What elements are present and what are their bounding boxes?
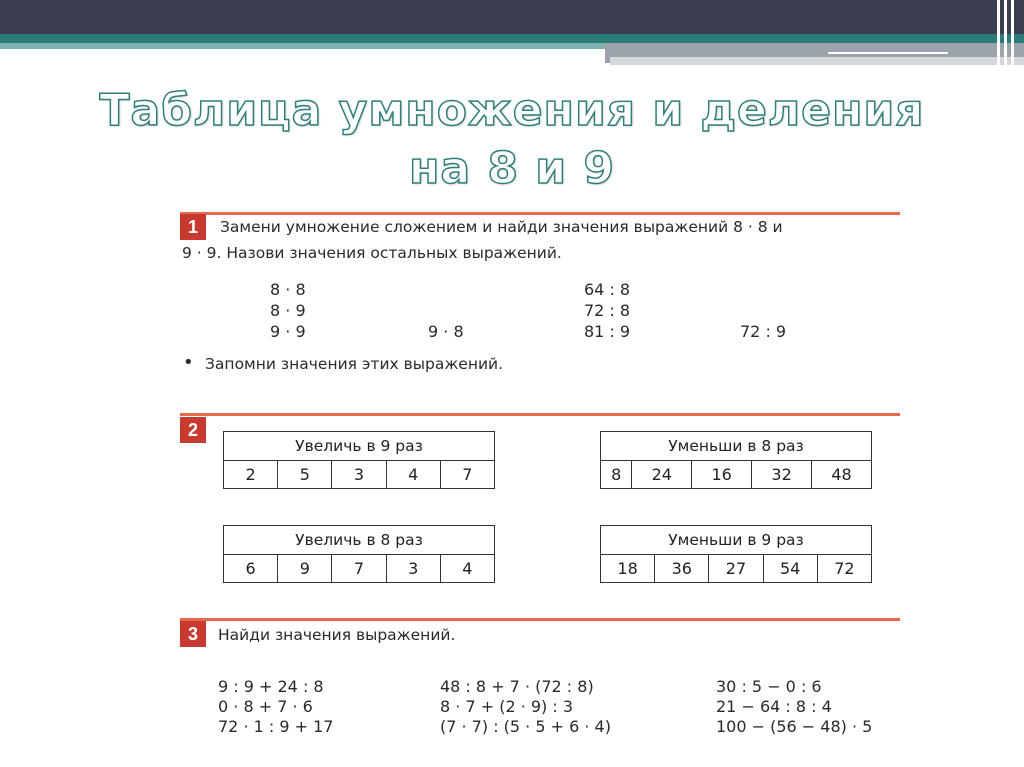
header-teal-light-band — [0, 43, 610, 49]
header-dark-band — [0, 0, 1024, 34]
table-header: Уменьши в 9 раз — [601, 526, 872, 555]
task-3-expr: 8 · 7 + (2 · 9) : 3 — [440, 697, 574, 716]
task-3-text: Найди значения выражений. — [218, 626, 456, 644]
increase-by-9-table — [223, 431, 495, 489]
header-vertical-line — [997, 0, 1000, 70]
title-line-2: на 8 и 9 — [408, 143, 616, 194]
task-1-rule — [180, 212, 900, 215]
table-cell: 36 — [655, 555, 709, 583]
table-cell: 5 — [278, 461, 332, 489]
task-1-expr: 64 : 8 — [584, 280, 631, 299]
task-3-expr: (7 · 7) : (5 · 5 + 6 · 4) — [440, 717, 611, 736]
task-3-expr: 100 − (56 − 48) · 5 — [716, 717, 873, 736]
decrease-by-9-table — [600, 525, 872, 583]
task-1-expr: 8 · 9 — [270, 301, 306, 320]
increase-by-8-table — [223, 525, 495, 583]
table-cell: 48 — [812, 461, 872, 489]
table-cell: 3 — [332, 461, 386, 489]
table-header: Увеличь в 8 раз — [224, 526, 495, 555]
table-cell: 4 — [386, 461, 440, 489]
slide-title — [0, 82, 1024, 198]
table-header: Увеличь в 9 раз — [224, 432, 495, 461]
task-1-expr: 9 · 9 — [270, 322, 306, 341]
header-teal-band — [0, 34, 1024, 43]
task-1-expr: 72 : 8 — [584, 301, 631, 320]
table-cell: 7 — [440, 461, 494, 489]
table-cell: 54 — [763, 555, 817, 583]
task-3-expr: 48 : 8 + 7 · (72 : 8) — [440, 677, 594, 696]
task-3-expr: 72 · 1 : 9 + 17 — [218, 717, 334, 736]
header-vertical-line — [1004, 0, 1007, 70]
table-cell: 16 — [692, 461, 752, 489]
task-1-expr: 72 : 9 — [740, 322, 787, 341]
task-3-expr: 0 · 8 + 7 · 6 — [218, 697, 313, 716]
table-cell: 27 — [709, 555, 763, 583]
table-cell: 72 — [817, 555, 871, 583]
task-3-rule — [180, 618, 900, 621]
header-white-line — [828, 52, 948, 54]
task-1-text-line-2: 9 · 9. Назови значения остальных выражений. — [182, 244, 562, 262]
header-vertical-line — [1011, 0, 1014, 70]
task-2-rule — [180, 413, 900, 416]
table-cell: 3 — [386, 555, 440, 583]
header-light-band — [610, 57, 1024, 65]
task-3-number: 3 — [180, 621, 206, 647]
task-2-number: 2 — [180, 417, 206, 443]
bullet: • — [183, 352, 194, 373]
decrease-by-8-table — [600, 431, 872, 489]
table-cell: 6 — [224, 555, 278, 583]
task-3-expr: 30 : 5 − 0 : 6 — [716, 677, 822, 696]
task-1-expr: 9 · 8 — [428, 322, 464, 341]
task-1-expr: 81 : 9 — [584, 322, 631, 341]
table-cell: 8 — [601, 461, 632, 489]
task-3-expr: 21 − 64 : 8 : 4 — [716, 697, 832, 716]
task-1-expr: 8 · 8 — [270, 280, 306, 299]
task-1-note: Запомни значения этих выражений. — [205, 355, 504, 373]
title-line-1: Таблица умножения и деления — [99, 85, 925, 136]
table-cell: 4 — [440, 555, 494, 583]
table-cell: 18 — [601, 555, 655, 583]
table-cell: 24 — [632, 461, 692, 489]
table-header: Уменьши в 8 раз — [601, 432, 872, 461]
table-cell: 9 — [278, 555, 332, 583]
task-1-number: 1 — [180, 214, 206, 240]
table-cell: 2 — [224, 461, 278, 489]
table-cell: 32 — [752, 461, 812, 489]
table-cell: 7 — [332, 555, 386, 583]
task-1-text-line-1: Замени умножение сложением и найди значения выражений 8 · 8 и — [220, 218, 783, 236]
task-3-expr: 9 : 9 + 24 : 8 — [218, 677, 324, 696]
